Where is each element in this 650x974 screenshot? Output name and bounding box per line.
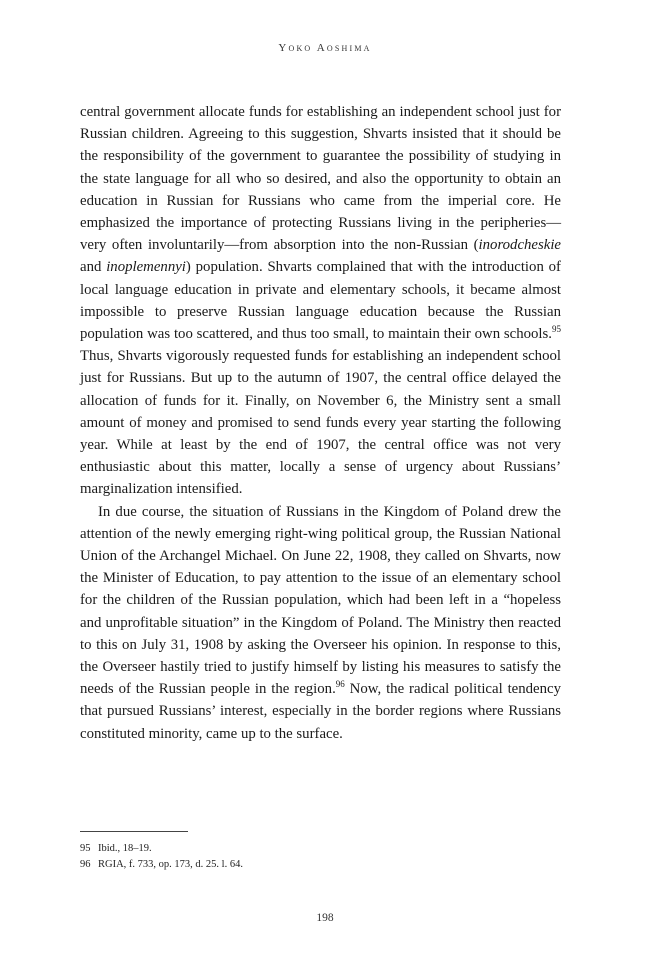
text-run: In due course, the situation of Russians in the Kingdom of Poland drew the attention of the newly emerging right-wing political group, the Russian National Union of the Archangel Michael. On June 22, 1908, they called on Shvarts, now the Minister of Education, to pay attention to the issue of an elementary school for the children of the Russian population, which had been left in a “hopeless and unprofitable situation” in the Kingdom of Poland. The Ministry then reacted to this on July 31, 1908 by asking the Overseer his opinion. In response to this, the Overseer hastily tried to justify himself by listing his measures to satisfy the needs of the Russian people in the region.	[80, 503, 561, 698]
footnote-ref: 95	[552, 324, 561, 335]
italic-term: inoplemennyi	[106, 259, 186, 276]
text-run: Thus, Shvarts vigorously requested funds for establishing an independent school just for Russians. But up to the autumn of 1907, the central office delayed the allocation of funds for it. Finally, on November 6, the Ministry sent a small amount of money and promised to send funds every year starting the following year. While at least by the end of 1907, the central office was not very enthusiastic about this matter, locally a sense of urgency about Russians’ marginalization intensified.	[80, 348, 561, 498]
footnote-text: RGIA, f. 733, op. 173, d. 25. l. 64.	[98, 859, 243, 870]
body-text	[80, 101, 561, 745]
page-number: 198	[316, 912, 334, 924]
footnotes	[80, 841, 561, 873]
footnote-ref: 96	[335, 679, 345, 690]
italic-term: inorodcheskie	[478, 237, 561, 254]
footnote-number: 95	[80, 843, 91, 854]
paragraph	[80, 101, 561, 501]
footnote-number: 96	[80, 859, 91, 870]
footnote-text: Ibid., 18–19.	[98, 843, 152, 854]
footnote-95	[80, 841, 561, 857]
paragraph	[80, 501, 561, 745]
footnote-rule	[80, 831, 188, 832]
text-run: Now, the radical political tendency that pursued Russians’ interest, especially in the border regions where Russians constituted minority, came up to the surface.	[80, 681, 561, 742]
text-run: ) population. Shvarts complained that with the introduction of local language education in private and elementary schools, it became almost impossible to preserve Russian language education because the Russian population was too scattered, and thus too small, to maintain their own schools.	[80, 259, 561, 343]
running-head: Yoko Aoshima	[278, 42, 372, 54]
text-run: and	[80, 259, 107, 276]
footnote-96	[80, 857, 561, 873]
text-run: central government allocate funds for establishing an independent school just for Russian children. Agreeing to this suggestion, Shvarts insisted that it should be the responsibility of the government to guarantee the possibility of studying in the state language for all who so desired, and also the opportunity to obtain an education in Russian for Russians who came from the imperial core. He emphasized the importance of protecting Russians living in the peripheries—very often involuntarily—from absorption into the non-Russian (	[80, 104, 561, 254]
